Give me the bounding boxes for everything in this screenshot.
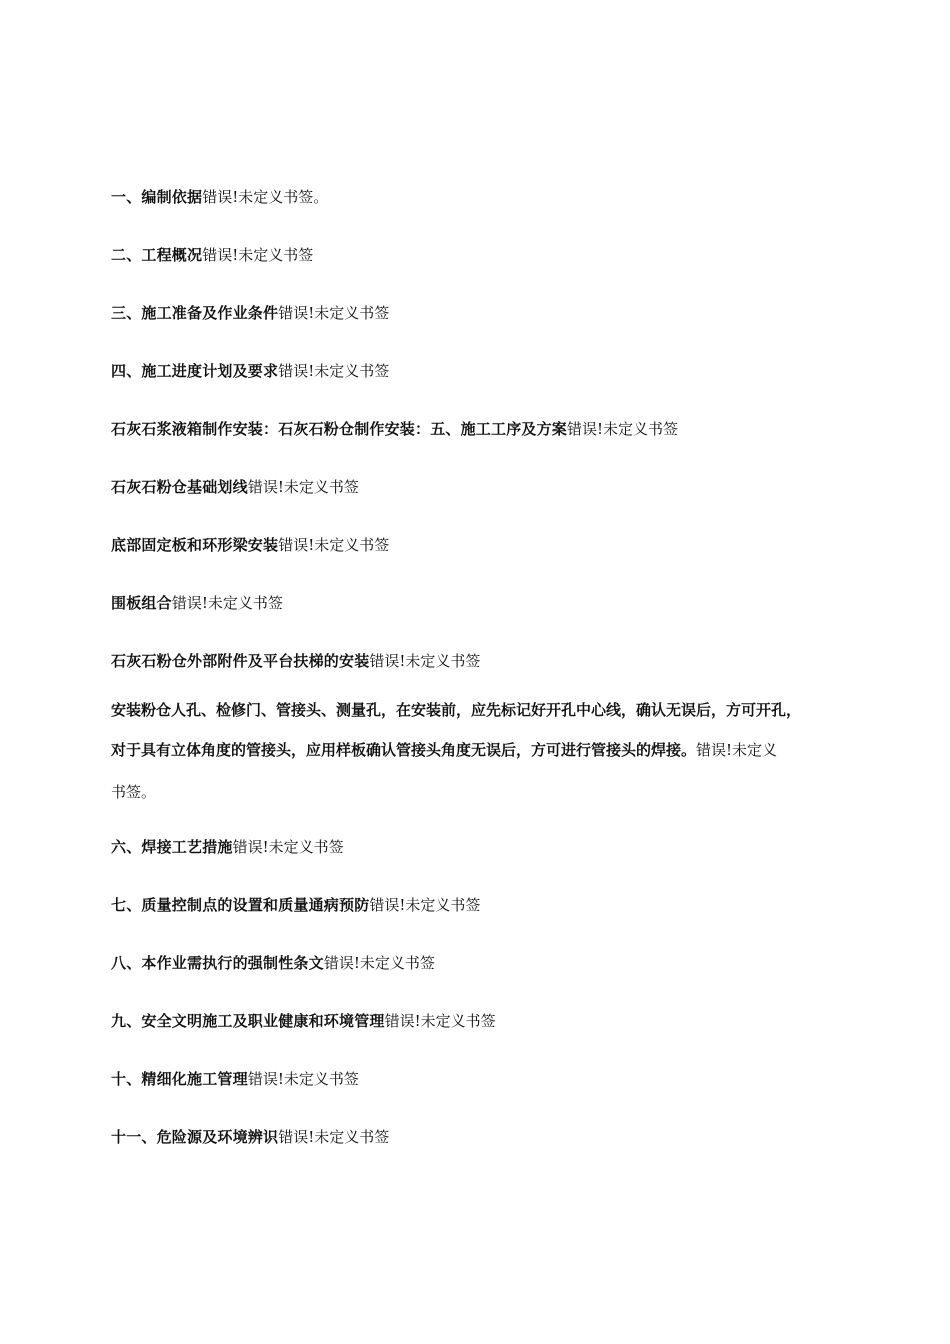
- toc-entry-14[interactable]: [111, 1068, 871, 1090]
- table-of-contents: [111, 186, 871, 1184]
- toc-error-text: 错误!未定义书签: [323, 954, 435, 972]
- toc-error-text: 错误!未定义书签: [278, 1128, 390, 1146]
- toc-entry-15[interactable]: [111, 1126, 871, 1148]
- toc-error-text-continued: 书签。: [111, 783, 157, 801]
- toc-entry-7[interactable]: [111, 534, 871, 556]
- toc-heading: 石灰石粉仓基础划线: [111, 478, 248, 496]
- toc-heading: 八、本作业需执行的强制性条文: [111, 954, 324, 972]
- toc-heading: 十一、危险源及环境辨识: [111, 1128, 279, 1146]
- toc-heading: 三、施工准备及作业条件: [111, 304, 279, 322]
- toc-heading: 九、安全文明施工及职业健康和环境管理: [111, 1012, 385, 1030]
- toc-entry-9[interactable]: [111, 650, 871, 672]
- toc-entry-4[interactable]: [111, 360, 871, 382]
- paragraph-text: 对于具有立体角度的管接头，应用样板确认管接头角度无误后，方可进行管接头的焊接。: [111, 741, 697, 759]
- toc-error-text: 错误!未定义书签: [369, 896, 481, 914]
- toc-error-text: 错误!未定义书签: [232, 838, 344, 856]
- toc-entry-12[interactable]: [111, 952, 871, 974]
- toc-error-text: 错误!未定义书签: [171, 594, 283, 612]
- toc-entry-3[interactable]: [111, 302, 871, 324]
- toc-error-text: 错误!未定义书签: [567, 420, 679, 438]
- toc-heading: 一、编制依据: [111, 188, 203, 206]
- toc-entry-1[interactable]: [111, 186, 871, 208]
- paragraph-pipe-joint-welding: [111, 740, 871, 802]
- toc-entry-5[interactable]: [111, 418, 871, 440]
- toc-entry-11[interactable]: [111, 894, 871, 916]
- toc-error-text: 错误!未定义: [696, 741, 778, 759]
- toc-entry-8[interactable]: [111, 592, 871, 614]
- toc-heading: 十、精细化施工管理: [111, 1070, 248, 1088]
- toc-heading: 石灰石浆液箱制作安装：石灰石粉仓制作安装：五、施工工序及方案: [111, 420, 568, 438]
- toc-error-text: 错误!未定义书签: [247, 478, 359, 496]
- toc-heading: 六、焊接工艺措施: [111, 838, 233, 856]
- toc-error-text: 错误!未定义书签: [384, 1012, 496, 1030]
- toc-section-after: [111, 836, 871, 1148]
- toc-entry-6[interactable]: [111, 476, 871, 498]
- toc-error-text: 错误!未定义书签: [247, 1070, 359, 1088]
- toc-heading: 围板组合: [111, 594, 172, 612]
- toc-heading: 二、工程概况: [111, 246, 203, 264]
- toc-error-text: 错误!未定义书签: [278, 536, 390, 554]
- toc-error-text: 错误!未定义书签: [278, 304, 390, 322]
- toc-error-text: 错误!未定义书签。: [202, 188, 329, 206]
- toc-error-text: 错误!未定义书签: [369, 652, 481, 670]
- toc-entry-10[interactable]: [111, 836, 871, 858]
- toc-entry-2[interactable]: [111, 244, 871, 266]
- toc-heading: 七、质量控制点的设置和质量通病预防: [111, 896, 370, 914]
- toc-error-text: 错误!未定义书签: [202, 246, 314, 264]
- toc-heading: 四、施工进度计划及要求: [111, 362, 279, 380]
- toc-heading: 石灰石粉仓外部附件及平台扶梯的安装: [111, 652, 370, 670]
- paragraph-manhole-installation: 安装粉仓人孔、检修门、管接头、测量孔，在安装前，应先标记好开孔中心线，确认无误后，方可开孔，: [111, 701, 802, 719]
- toc-error-text: 错误!未定义书签: [278, 362, 390, 380]
- toc-entry-13[interactable]: [111, 1010, 871, 1032]
- toc-heading: 底部固定板和环形梁安装: [111, 536, 279, 554]
